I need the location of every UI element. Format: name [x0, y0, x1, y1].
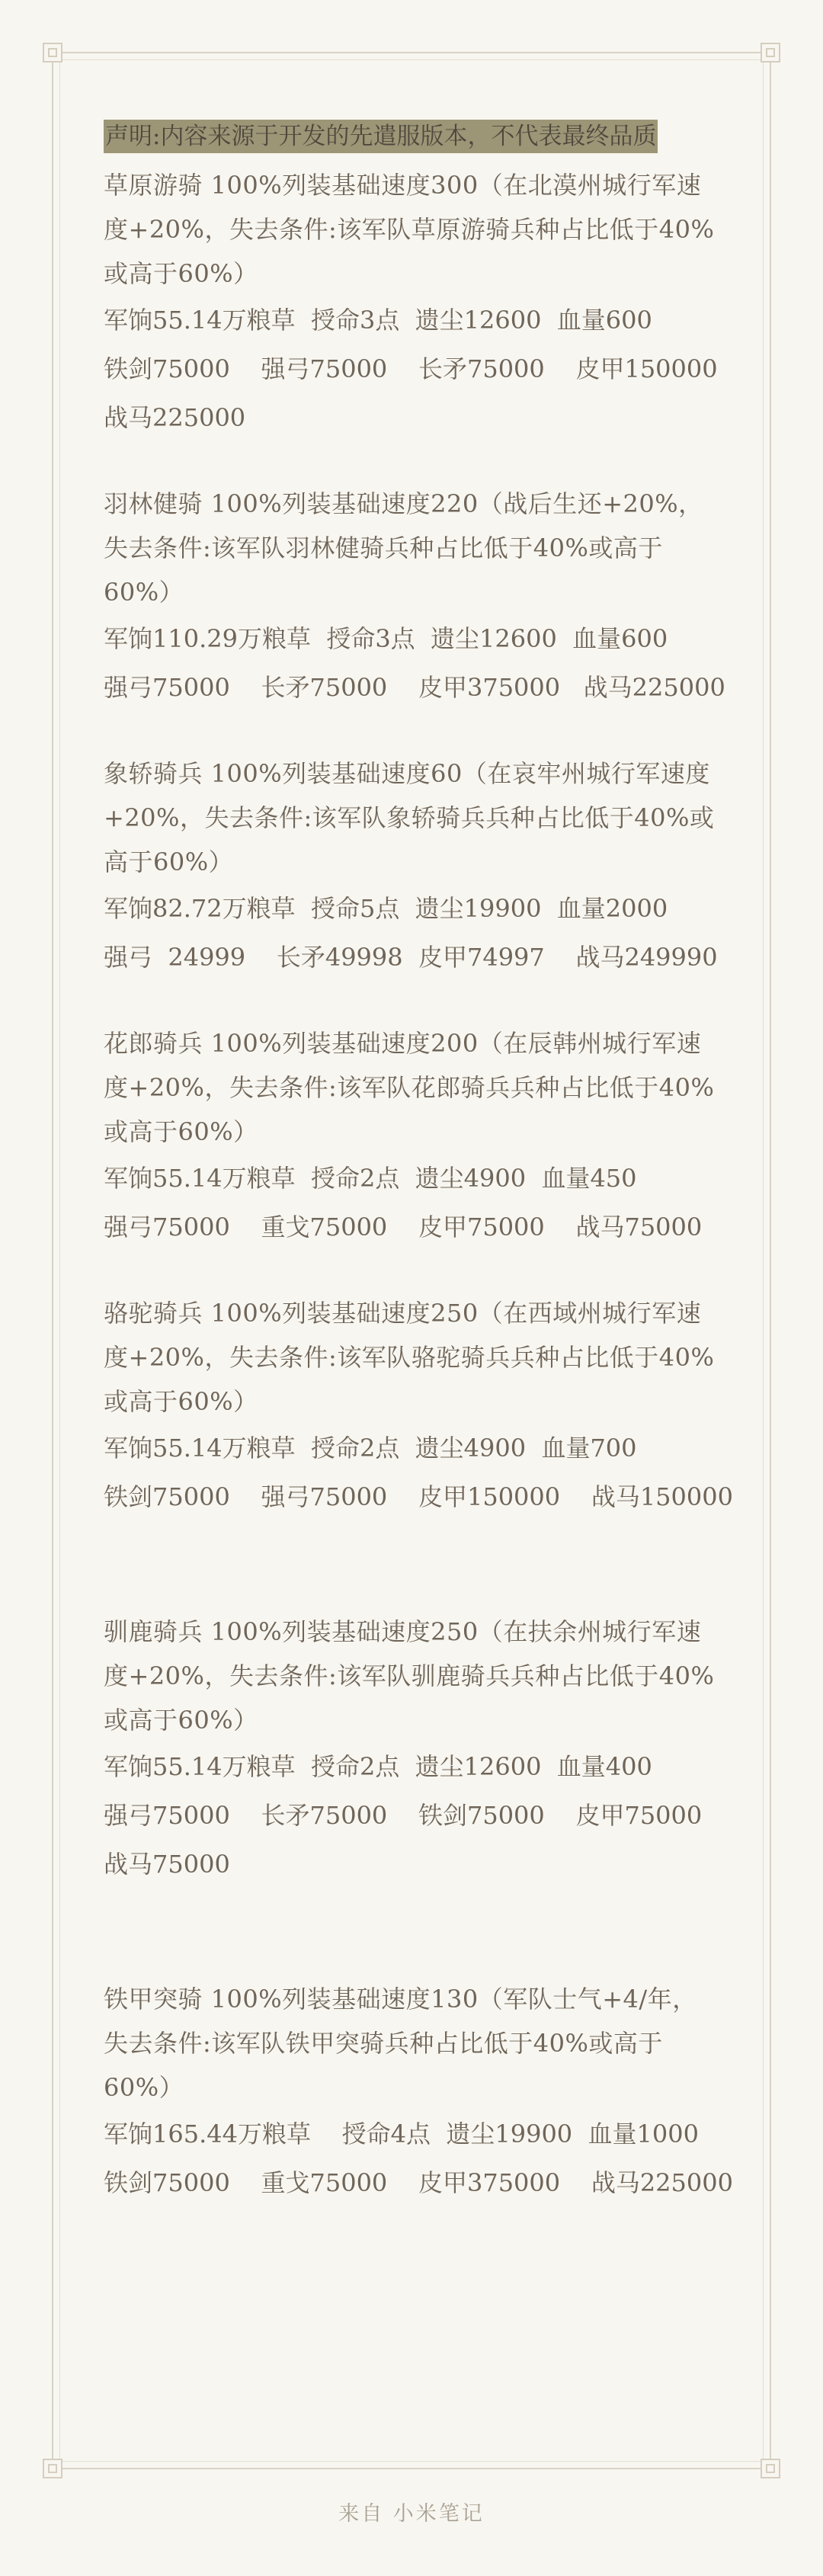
entry-stats-line: 军饷55.14万粮草 授命2点 遗尘4900 血量450 — [104, 1164, 637, 1193]
entry-description: 草原游骑 100%列装基础速度300（在北漠州城行军速度+20%，失去条件:该军队草原游骑兵种占比低于40%或高于60%） — [104, 171, 715, 288]
entry-spacer — [104, 982, 721, 1021]
cavalry-entry-4 — [104, 1021, 721, 1251]
entry-stats-line: 军饷82.72万粮草 授命5点 遗尘19900 血量2000 — [104, 894, 668, 923]
entry-stats-line: 军饷110.29万粮草 授命3点 遗尘12600 血量600 — [104, 624, 668, 653]
entry-equipment-line: 强弓75000 重戈75000 皮甲75000 战马75000 — [104, 1213, 703, 1242]
entry-equipment-line: 铁剑75000 强弓75000 皮甲150000 战马150000 — [104, 1482, 733, 1511]
entry-spacer — [104, 1889, 721, 1977]
cavalry-entry-3 — [104, 751, 721, 982]
disclaimer-highlight[interactable]: 声明:内容来源于开发的先遣服版本，不代表最终品质 — [104, 120, 658, 153]
frame-corner-ornament — [43, 43, 62, 62]
cavalry-entry-5 — [104, 1291, 733, 1521]
cavalry-entry-6 — [104, 1610, 721, 1889]
source-footer: 来自 小米笔记 — [338, 2502, 485, 2526]
frame-corner-ornament — [761, 2459, 780, 2478]
entry-description: 象轿骑兵 100%列装基础速度60（在哀牢州城行军速度+20%，失去条件:该军队象轿骑兵兵种占比低于40%或高于60%） — [104, 759, 715, 876]
entry-equipment-line: 强弓75000 长矛75000 铁剑75000 皮甲75000 — [104, 1801, 703, 1830]
entry-description: 铁甲突骑 100%列装基础速度130（军队士气+4/年，失去条件:该军队铁甲突骑兵种占比低于40%或高于60%） — [104, 1985, 697, 2102]
entry-equipment-line: 战马75000 — [104, 1850, 230, 1879]
disclaimer-block — [104, 114, 706, 159]
entry-description: 羽林健骑 100%列装基础速度220（战后生还+20%，失去条件:该军队羽林健骑兵种占比低于40%或高于60%） — [104, 489, 703, 607]
entry-description: 驯鹿骑兵 100%列装基础速度250（在扶余州城行军速度+20%，失去条件:该军队驯鹿骑兵兵种占比低于40%或高于60%） — [104, 1617, 715, 1735]
frame-corner-ornament — [43, 2459, 62, 2478]
note-content — [104, 114, 733, 2207]
frame-corner-ornament — [761, 43, 780, 62]
entry-spacer — [104, 442, 721, 482]
entry-stats-line: 军饷55.14万粮草 授命2点 遗尘4900 血量700 — [104, 1434, 637, 1463]
entry-equipment-line: 铁剑75000 强弓75000 长矛75000 皮甲150000 — [104, 354, 718, 383]
entry-description: 花郎骑兵 100%列装基础速度200（在辰韩州城行军速度+20%，失去条件:该军队花郎骑兵兵种占比低于40%或高于60%） — [104, 1029, 715, 1146]
cavalry-entry-1 — [104, 163, 721, 442]
entry-spacer — [104, 1521, 721, 1610]
entry-equipment-line: 强弓75000 长矛75000 皮甲375000 战马225000 — [104, 673, 725, 702]
entry-equipment-line: 强弓 24999 长矛49998 皮甲74997 战马249990 — [104, 943, 718, 972]
cavalry-entry-2 — [104, 482, 725, 712]
entry-equipment-line: 战马225000 — [104, 403, 246, 432]
entry-equipment-line: 铁剑75000 重戈75000 皮甲375000 战马225000 — [104, 2168, 733, 2197]
entry-description: 骆驼骑兵 100%列装基础速度250（在西域州城行军速度+20%，失去条件:该军队骆驼骑兵兵种占比低于40%或高于60%） — [104, 1299, 715, 1416]
entry-spacer — [104, 1251, 721, 1291]
cavalry-entry-7 — [104, 1977, 733, 2207]
entry-stats-line: 军饷55.14万粮草 授命3点 遗尘12600 血量600 — [104, 306, 652, 335]
entry-stats-line: 军饷55.14万粮草 授命2点 遗尘12600 血量400 — [104, 1752, 652, 1781]
entry-stats-line: 军饷165.44万粮草 授命4点 遗尘19900 血量1000 — [104, 2119, 699, 2148]
entry-spacer — [104, 712, 721, 751]
